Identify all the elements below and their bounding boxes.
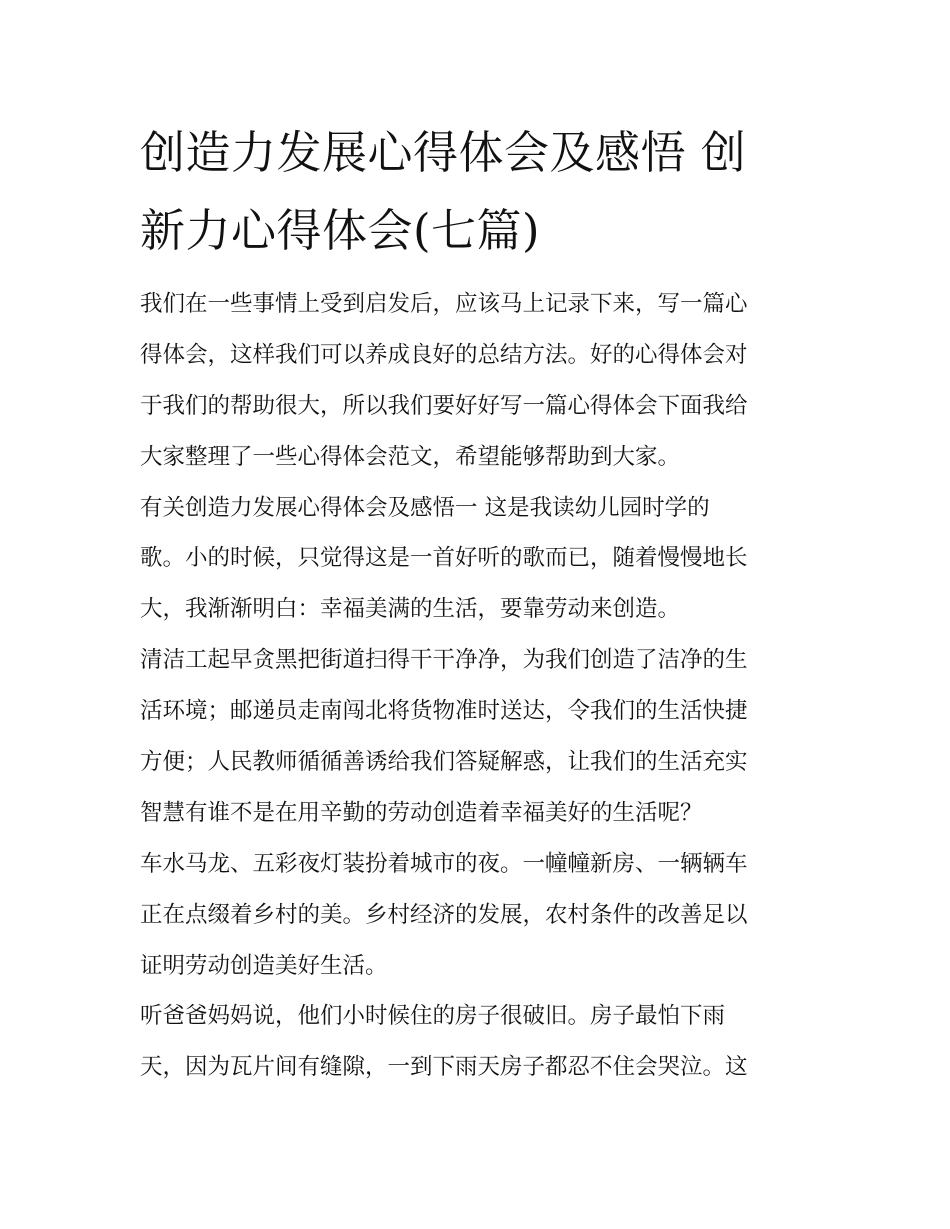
paragraph-house xyxy=(140,991,820,1093)
text-line: 正在点缀着乡村的美。乡村经济的发展，农村条件的改善足以 xyxy=(140,901,748,928)
text-line: 大，我渐渐明白：幸福美满的生活，要靠劳动来创造。 xyxy=(140,596,681,623)
paragraph-workers xyxy=(140,635,820,839)
text-line: 听爸爸妈妈说，他们小时候住的房子很破旧。房子最怕下雨 xyxy=(140,1003,726,1030)
document-title xyxy=(140,114,820,270)
text-line: 天，因为瓦片间有缝隙，一到下雨天房子都忍不住会哭泣。这 xyxy=(140,1054,748,1081)
text-line: 方便；人民教师循循善诱给我们答疑解惑，让我们的生活充实 xyxy=(140,749,748,776)
title-line: 创造力发展心得体会及感悟 创 xyxy=(140,126,747,179)
paragraph-intro xyxy=(140,279,820,483)
paragraph-city xyxy=(140,839,820,992)
text-line: 清洁工起早贪黑把街道扫得干干净净，为我们创造了洁净的生 xyxy=(140,647,748,674)
text-line: 得体会，这样我们可以养成良好的总结方法。好的心得体会对 xyxy=(140,341,748,368)
text-line: 于我们的帮助很大，所以我们要好好写一篇心得体会下面我给 xyxy=(140,392,748,419)
text-line: 智慧有谁不是在用辛勤的劳动创造着幸福美好的生活呢？ xyxy=(140,799,703,826)
paragraph-song xyxy=(140,483,820,636)
text-line: 有关创造力发展心得体会及感悟一 这是我读幼儿园时学的 xyxy=(140,494,710,521)
title-line: 新力心得体会(七篇) xyxy=(140,204,541,257)
text-line: 证明劳动创造美好生活。 xyxy=(140,952,388,979)
text-line: 活环境；邮递员走南闯北将货物准时送达，令我们的生活快捷 xyxy=(140,698,748,725)
text-line: 车水马龙、五彩夜灯装扮着城市的夜。一幢幢新房、一辆辆车 xyxy=(140,850,748,877)
text-line: 歌。小的时候，只觉得这是一首好听的歌而已，随着慢慢地长 xyxy=(140,545,748,572)
text-line: 我们在一些事情上受到启发后，应该马上记录下来，写一篇心 xyxy=(140,291,748,317)
text-line: 大家整理了一些心得体会范文，希望能够帮助到大家。 xyxy=(140,443,681,470)
document-body xyxy=(140,279,820,1093)
